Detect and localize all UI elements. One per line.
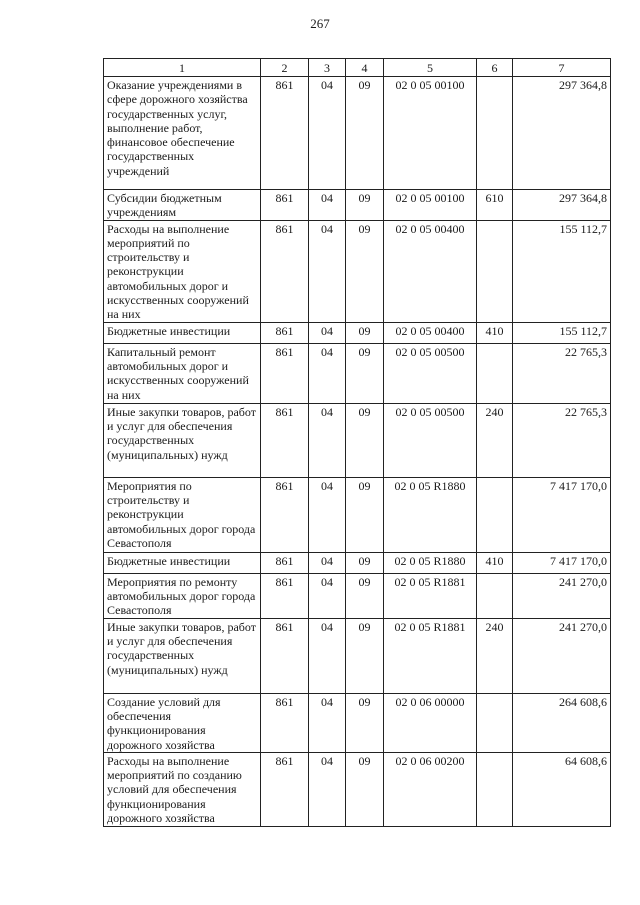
amount-cell: 241 270,0 [513, 573, 611, 618]
amount-cell: 22 765,3 [513, 403, 611, 477]
expense-type-cell: 410 [477, 552, 513, 573]
row-name-cell: Бюджетные инвестиции [104, 552, 261, 573]
ministry-code-cell: 861 [261, 573, 309, 618]
row-name-cell: Субсидии бюджетным учреждениям [104, 190, 261, 221]
subsection-cell: 09 [346, 77, 384, 190]
subsection-cell: 09 [346, 403, 384, 477]
amount-cell: 297 364,8 [513, 77, 611, 190]
subsection-cell: 09 [346, 618, 384, 693]
table-row [104, 220, 611, 322]
amount-cell: 7 417 170,0 [513, 477, 611, 552]
subsection-cell: 09 [346, 573, 384, 618]
subsection-cell: 09 [346, 322, 384, 343]
expense-type-cell [477, 573, 513, 618]
ministry-code-cell: 861 [261, 77, 309, 190]
budget-table [103, 58, 611, 827]
table-row [104, 322, 611, 343]
amount-cell: 297 364,8 [513, 190, 611, 221]
expense-type-cell: 240 [477, 618, 513, 693]
target-article-cell: 02 0 05 00400 [384, 220, 477, 322]
ministry-code-cell: 861 [261, 220, 309, 322]
amount-cell: 155 112,7 [513, 220, 611, 322]
section-cell: 04 [309, 190, 346, 221]
amount-cell: 7 417 170,0 [513, 552, 611, 573]
section-cell: 04 [309, 403, 346, 477]
table-row [104, 752, 611, 826]
target-article-cell: 02 0 05 00100 [384, 77, 477, 190]
ministry-code-cell: 861 [261, 343, 309, 403]
expense-type-cell: 410 [477, 322, 513, 343]
page-number: 267 [310, 16, 330, 31]
row-name-cell: Расходы на выполнение мероприятий по строительству и реконструкции автомобильных дорог и искусственных сооружений на них [104, 220, 261, 322]
subsection-cell: 09 [346, 477, 384, 552]
target-article-cell: 02 0 06 00200 [384, 752, 477, 826]
row-name-cell: Иные закупки товаров, работ и услуг для обеспечения государственных (муниципальных) нужд [104, 403, 261, 477]
subsection-cell: 09 [346, 552, 384, 573]
section-cell: 04 [309, 477, 346, 552]
subsection-cell: 09 [346, 752, 384, 826]
row-name-cell: Создание условий для обеспечения функционирования дорожного хозяйства [104, 693, 261, 752]
table-row [104, 693, 611, 752]
target-article-cell: 02 0 06 00000 [384, 693, 477, 752]
amount-cell: 64 608,6 [513, 752, 611, 826]
section-cell: 04 [309, 573, 346, 618]
table-row [104, 77, 611, 190]
expense-type-cell [477, 477, 513, 552]
expense-type-cell [477, 343, 513, 403]
target-article-cell: 02 0 05 00100 [384, 190, 477, 221]
ministry-code-cell: 861 [261, 322, 309, 343]
table-row [104, 477, 611, 552]
ministry-code-cell: 861 [261, 477, 309, 552]
target-article-cell: 02 0 05 R1881 [384, 618, 477, 693]
column-header-7: 7 [513, 59, 611, 77]
expense-type-cell: 610 [477, 190, 513, 221]
ministry-code-cell: 861 [261, 618, 309, 693]
section-cell: 04 [309, 220, 346, 322]
expense-type-cell: 240 [477, 403, 513, 477]
subsection-cell: 09 [346, 220, 384, 322]
expense-type-cell [477, 693, 513, 752]
subsection-cell: 09 [346, 693, 384, 752]
ministry-code-cell: 861 [261, 693, 309, 752]
target-article-cell: 02 0 05 00400 [384, 322, 477, 343]
section-cell: 04 [309, 322, 346, 343]
amount-cell: 22 765,3 [513, 343, 611, 403]
amount-cell: 264 608,6 [513, 693, 611, 752]
ministry-code-cell: 861 [261, 752, 309, 826]
section-cell: 04 [309, 343, 346, 403]
row-name-cell: Мероприятия по строительству и реконструкции автомобильных дорог города Севастополя [104, 477, 261, 552]
amount-cell: 155 112,7 [513, 322, 611, 343]
target-article-cell: 02 0 05 R1880 [384, 552, 477, 573]
section-cell: 04 [309, 693, 346, 752]
column-header-1: 1 [104, 59, 261, 77]
table-row [104, 552, 611, 573]
target-article-cell: 02 0 05 R1880 [384, 477, 477, 552]
section-cell: 04 [309, 552, 346, 573]
row-name-cell: Иные закупки товаров, работ и услуг для обеспечения государственных (муниципальных) нужд [104, 618, 261, 693]
section-cell: 04 [309, 752, 346, 826]
row-name-cell: Оказание учреждениями в сфере дорожного хозяйства государственных услуг, выполнение работ, финансовое обеспечение государственных учреждений [104, 77, 261, 190]
subsection-cell: 09 [346, 343, 384, 403]
column-header-3: 3 [309, 59, 346, 77]
table-row [104, 618, 611, 693]
subsection-cell: 09 [346, 190, 384, 221]
ministry-code-cell: 861 [261, 190, 309, 221]
row-name-cell: Бюджетные инвестиции [104, 322, 261, 343]
target-article-cell: 02 0 05 00500 [384, 343, 477, 403]
row-name-cell: Мероприятия по ремонту автомобильных дорог города Севастополя [104, 573, 261, 618]
row-name-cell: Капитальный ремонт автомобильных дорог и искусственных сооружений на них [104, 343, 261, 403]
column-header-5: 5 [384, 59, 477, 77]
table-row [104, 403, 611, 477]
target-article-cell: 02 0 05 R1881 [384, 573, 477, 618]
table-row [104, 573, 611, 618]
expense-type-cell [477, 220, 513, 322]
ministry-code-cell: 861 [261, 552, 309, 573]
table-row [104, 343, 611, 403]
target-article-cell: 02 0 05 00500 [384, 403, 477, 477]
column-header-2: 2 [261, 59, 309, 77]
section-cell: 04 [309, 618, 346, 693]
column-header-6: 6 [477, 59, 513, 77]
table-row [104, 190, 611, 221]
row-name-cell: Расходы на выполнение мероприятий по созданию условий для обеспечения функционирования дорожного хозяйства [104, 752, 261, 826]
table-header-row [104, 59, 611, 77]
amount-cell: 241 270,0 [513, 618, 611, 693]
column-header-4: 4 [346, 59, 384, 77]
section-cell: 04 [309, 77, 346, 190]
expense-type-cell [477, 752, 513, 826]
ministry-code-cell: 861 [261, 403, 309, 477]
expense-type-cell [477, 77, 513, 190]
